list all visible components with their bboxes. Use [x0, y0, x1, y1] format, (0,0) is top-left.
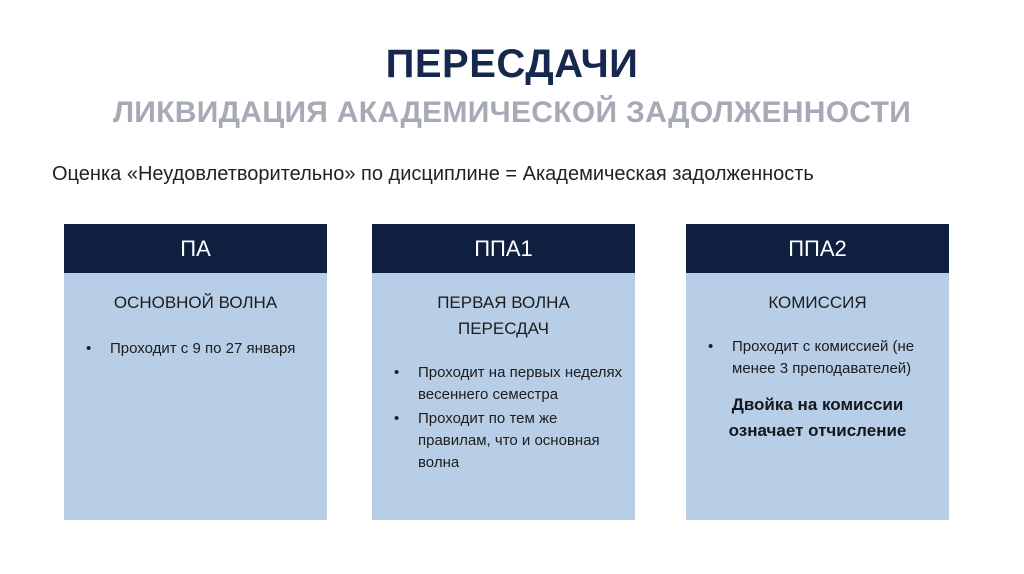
card-ppa2	[686, 224, 949, 520]
card-note-line: Двойка на комиссии	[731, 395, 904, 414]
card-subtitle	[686, 290, 949, 316]
card-note-line: означает отчисление	[728, 421, 907, 440]
card-note	[686, 392, 949, 444]
bullet-list	[372, 362, 635, 474]
bullet-item	[686, 336, 949, 380]
card-header: ППА1	[372, 224, 635, 273]
card-subtitle-line: КОМИССИЯ	[768, 293, 867, 312]
bullet-text: Проходит с 9 по 27 января	[110, 340, 296, 357]
card-subtitle-line: ПЕРВАЯ ВОЛНА	[437, 293, 570, 312]
card-header: ПА	[64, 224, 327, 273]
card-subtitle-line: ОСНОВНОЙ ВОЛНА	[113, 293, 278, 312]
bullet-icon: •	[394, 364, 400, 381]
card-subtitle	[372, 290, 635, 342]
bullet-icon: •	[394, 410, 400, 427]
card-subtitle	[64, 290, 327, 316]
bullet-list	[686, 336, 949, 380]
bullet-item	[64, 338, 327, 360]
bullet-text: Проходит по тем же правилам, что и основная волна	[418, 410, 600, 471]
bullet-icon: •	[708, 338, 714, 355]
bullet-icon: •	[86, 340, 92, 357]
card-ppa1	[372, 224, 635, 520]
slide-subtitle: ЛИКВИДАЦИЯ АКАДЕМИЧЕСКОЙ ЗАДОЛЖЕННОСТИ	[112, 96, 912, 129]
definition-text: Оценка «Неудовлетворительно» по дисциплине = Академическая задолженность	[52, 163, 814, 185]
bullet-text: Проходит на первых неделях весеннего семестра	[418, 364, 623, 403]
card-subtitle-line: ПЕРЕСДАЧ	[458, 319, 549, 338]
bullet-text: Проходит с комиссией (не менее 3 преподавателей)	[732, 338, 915, 377]
card-pa	[64, 224, 327, 520]
card-header: ППА2	[686, 224, 949, 273]
slide-title: ПЕРЕСДАЧИ	[385, 42, 639, 86]
bullet-list	[64, 338, 327, 360]
bullet-item	[372, 362, 635, 406]
bullet-item	[372, 408, 635, 474]
